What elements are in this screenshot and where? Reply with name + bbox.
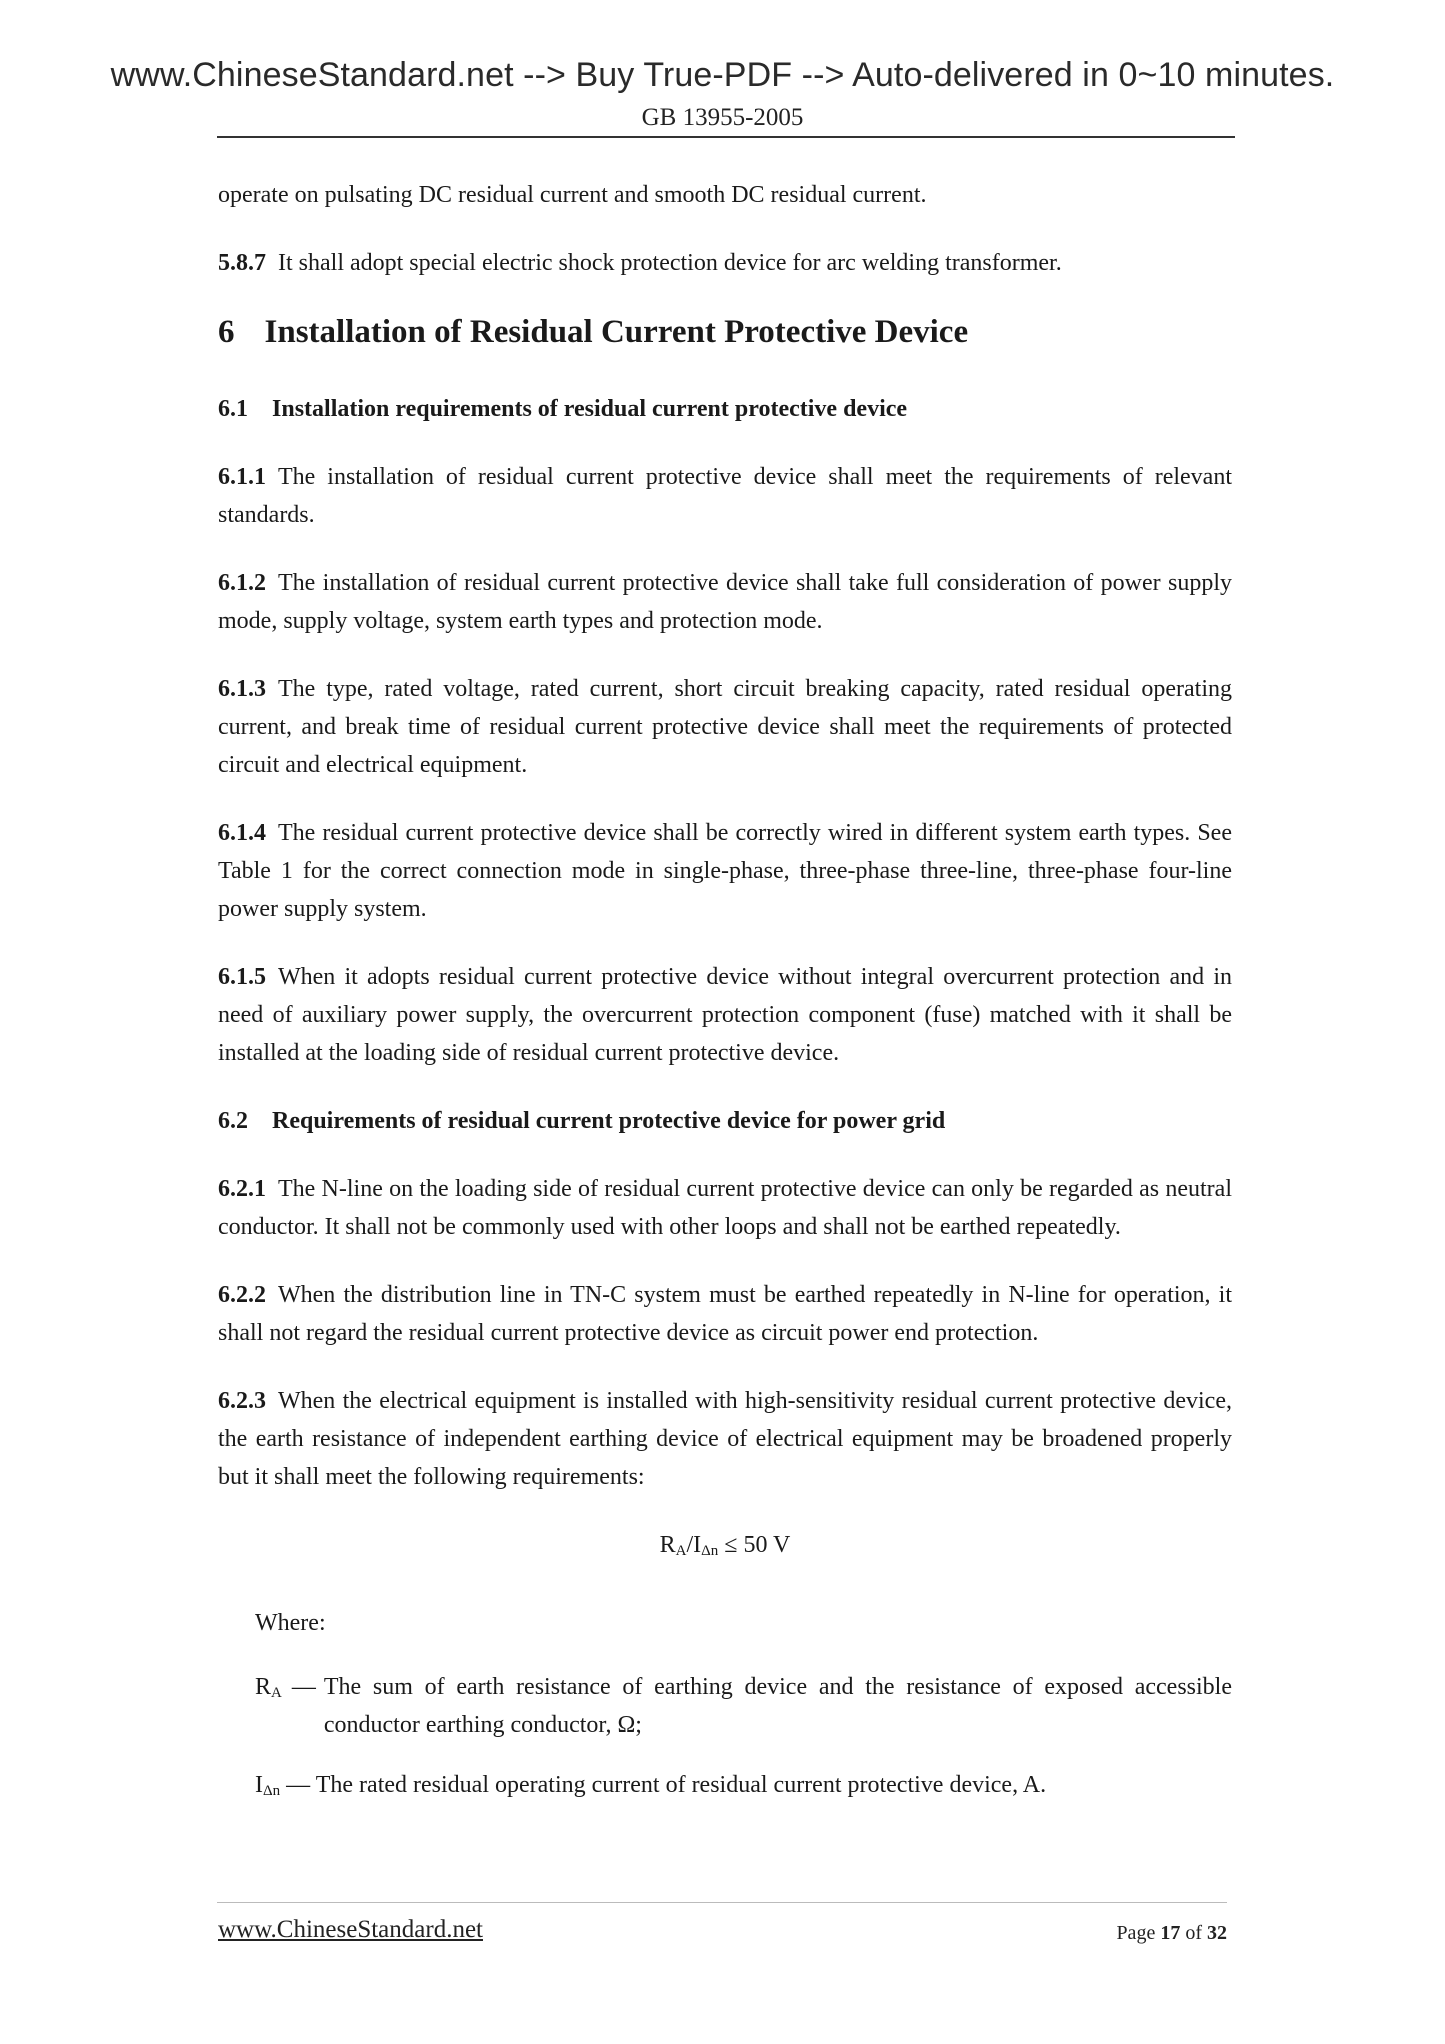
definition-dash: — [286, 1772, 311, 1798]
definition-symbol: R [255, 1674, 272, 1700]
chapter-number: 6 [218, 314, 235, 350]
chapter-text: Installation of Residual Current Protective Device [264, 314, 969, 350]
clause-text: The N-line on the loading side of residual current protective device can only be regarded as neutral conductor. It shall not be commonly used with other loops and shall not be earthed repeatedly. [218, 1176, 1232, 1240]
chapter-title [218, 312, 1232, 352]
clause-text: The installation of residual current protective device shall take full consideration of power supply mode, supply voltage, system earth types and protection mode. [218, 570, 1232, 634]
clause-6-2-3 [218, 1382, 1232, 1496]
section-number: 6.1 [218, 396, 248, 422]
formula-i-subscript: Δn [701, 1543, 719, 1559]
where-label: Where: [255, 1610, 326, 1636]
clause-5-8-7 [218, 244, 1232, 282]
clause-6-1-2 [218, 564, 1232, 640]
header-rule [217, 136, 1235, 138]
clause-6-1-3 [218, 670, 1232, 784]
formula-slash: /I [686, 1532, 702, 1558]
page-total: 32 [1207, 1922, 1227, 1944]
standard-code: GB 13955-2005 [641, 104, 804, 131]
section-text: Installation requirements of residual current protective device [272, 396, 908, 422]
definition-text: The sum of earth resistance of earthing device and the resistance of exposed accessible conductor earthing conductor, Ω; [323, 1674, 1232, 1738]
header-banner[interactable]: www.ChineseStandard.net --> Buy True-PDF --> Auto-delivered in 0~10 minutes. [110, 56, 1335, 94]
clause-number: 6.2.3 [218, 1388, 266, 1414]
definition-subscript: A [271, 1685, 282, 1701]
clause-6-1-4 [218, 814, 1232, 928]
clause-number: 6.2.1 [218, 1176, 266, 1202]
section-text: Requirements of residual current protective device for power grid [272, 1108, 946, 1134]
page-number: 17 [1160, 1922, 1181, 1944]
definition-dash: — [291, 1674, 316, 1700]
clause-6-1-5 [218, 958, 1232, 1072]
definition-symbol: I [255, 1772, 263, 1798]
clause-number: 6.1.2 [218, 570, 266, 596]
footer-website-link[interactable]: www.ChineseStandard.net [218, 1916, 483, 1943]
clause-text: The type, rated voltage, rated current, short circuit breaking capacity, rated residual operating current, and break time of residual current protective device shall meet the requirements of protected circuit and electrical equipment. [218, 676, 1232, 778]
page-content [218, 176, 1232, 1810]
definition-text: The rated residual operating current of residual current protective device, A. [315, 1772, 1047, 1798]
clause-number: 6.1.1 [218, 464, 266, 490]
section-title-6-1 [218, 390, 1232, 428]
clause-number: 6.1.3 [218, 676, 266, 702]
definition-idn [255, 1766, 1232, 1810]
clause-text: When it adopts residual current protective device without integral overcurrent protection and in need of auxiliary power supply, the overcurrent protection component (fuse) matched with it shall be installed at the loading side of residual current protective device. [218, 964, 1232, 1066]
definition-ra [255, 1668, 1232, 1744]
definition-subscript: Δn [263, 1783, 281, 1799]
footer-rule [217, 1902, 1227, 1903]
clause-number: 5.8.7 [218, 250, 266, 276]
section-title-6-2 [218, 1102, 1232, 1140]
clause-text: When the distribution line in TN-C system must be earthed repeatedly in N-line for operation, it shall not regard the residual current protective device as circuit power end protection. [218, 1282, 1232, 1346]
formula [218, 1526, 1232, 1570]
formula-r: R [659, 1532, 676, 1558]
section-number: 6.2 [218, 1108, 248, 1134]
clause-text: When the electrical equipment is installed with high-sensitivity residual current protective device, the earth resistance of independent earthing device of electrical equipment may be broadened properly but it shall meet the following requirements: [218, 1388, 1232, 1490]
paragraph-continued: operate on pulsating DC residual current and smooth DC residual current. [218, 182, 927, 208]
clause-text: The installation of residual current protective device shall meet the requirements of relevant standards. [218, 464, 1232, 528]
clause-number: 6.1.4 [218, 820, 266, 846]
page-label: Page [1116, 1922, 1156, 1944]
page-indicator [1116, 1922, 1227, 1945]
clause-text: The residual current protective device shall be correctly wired in different system earth types. See Table 1 for the correct connection mode in single-phase, three-phase three-line, three-phase four-line power supply system. [218, 820, 1232, 922]
clause-text: It shall adopt special electric shock protection device for arc welding transformer. [278, 250, 1062, 276]
clause-6-2-2 [218, 1276, 1232, 1352]
clause-6-2-1 [218, 1170, 1232, 1246]
formula-r-subscript: A [675, 1543, 687, 1559]
formula-rest: ≤ 50 V [718, 1532, 791, 1558]
clause-number: 6.2.2 [218, 1282, 266, 1308]
clause-number: 6.1.5 [218, 964, 266, 990]
clause-6-1-1 [218, 458, 1232, 534]
of-label: of [1185, 1922, 1202, 1944]
